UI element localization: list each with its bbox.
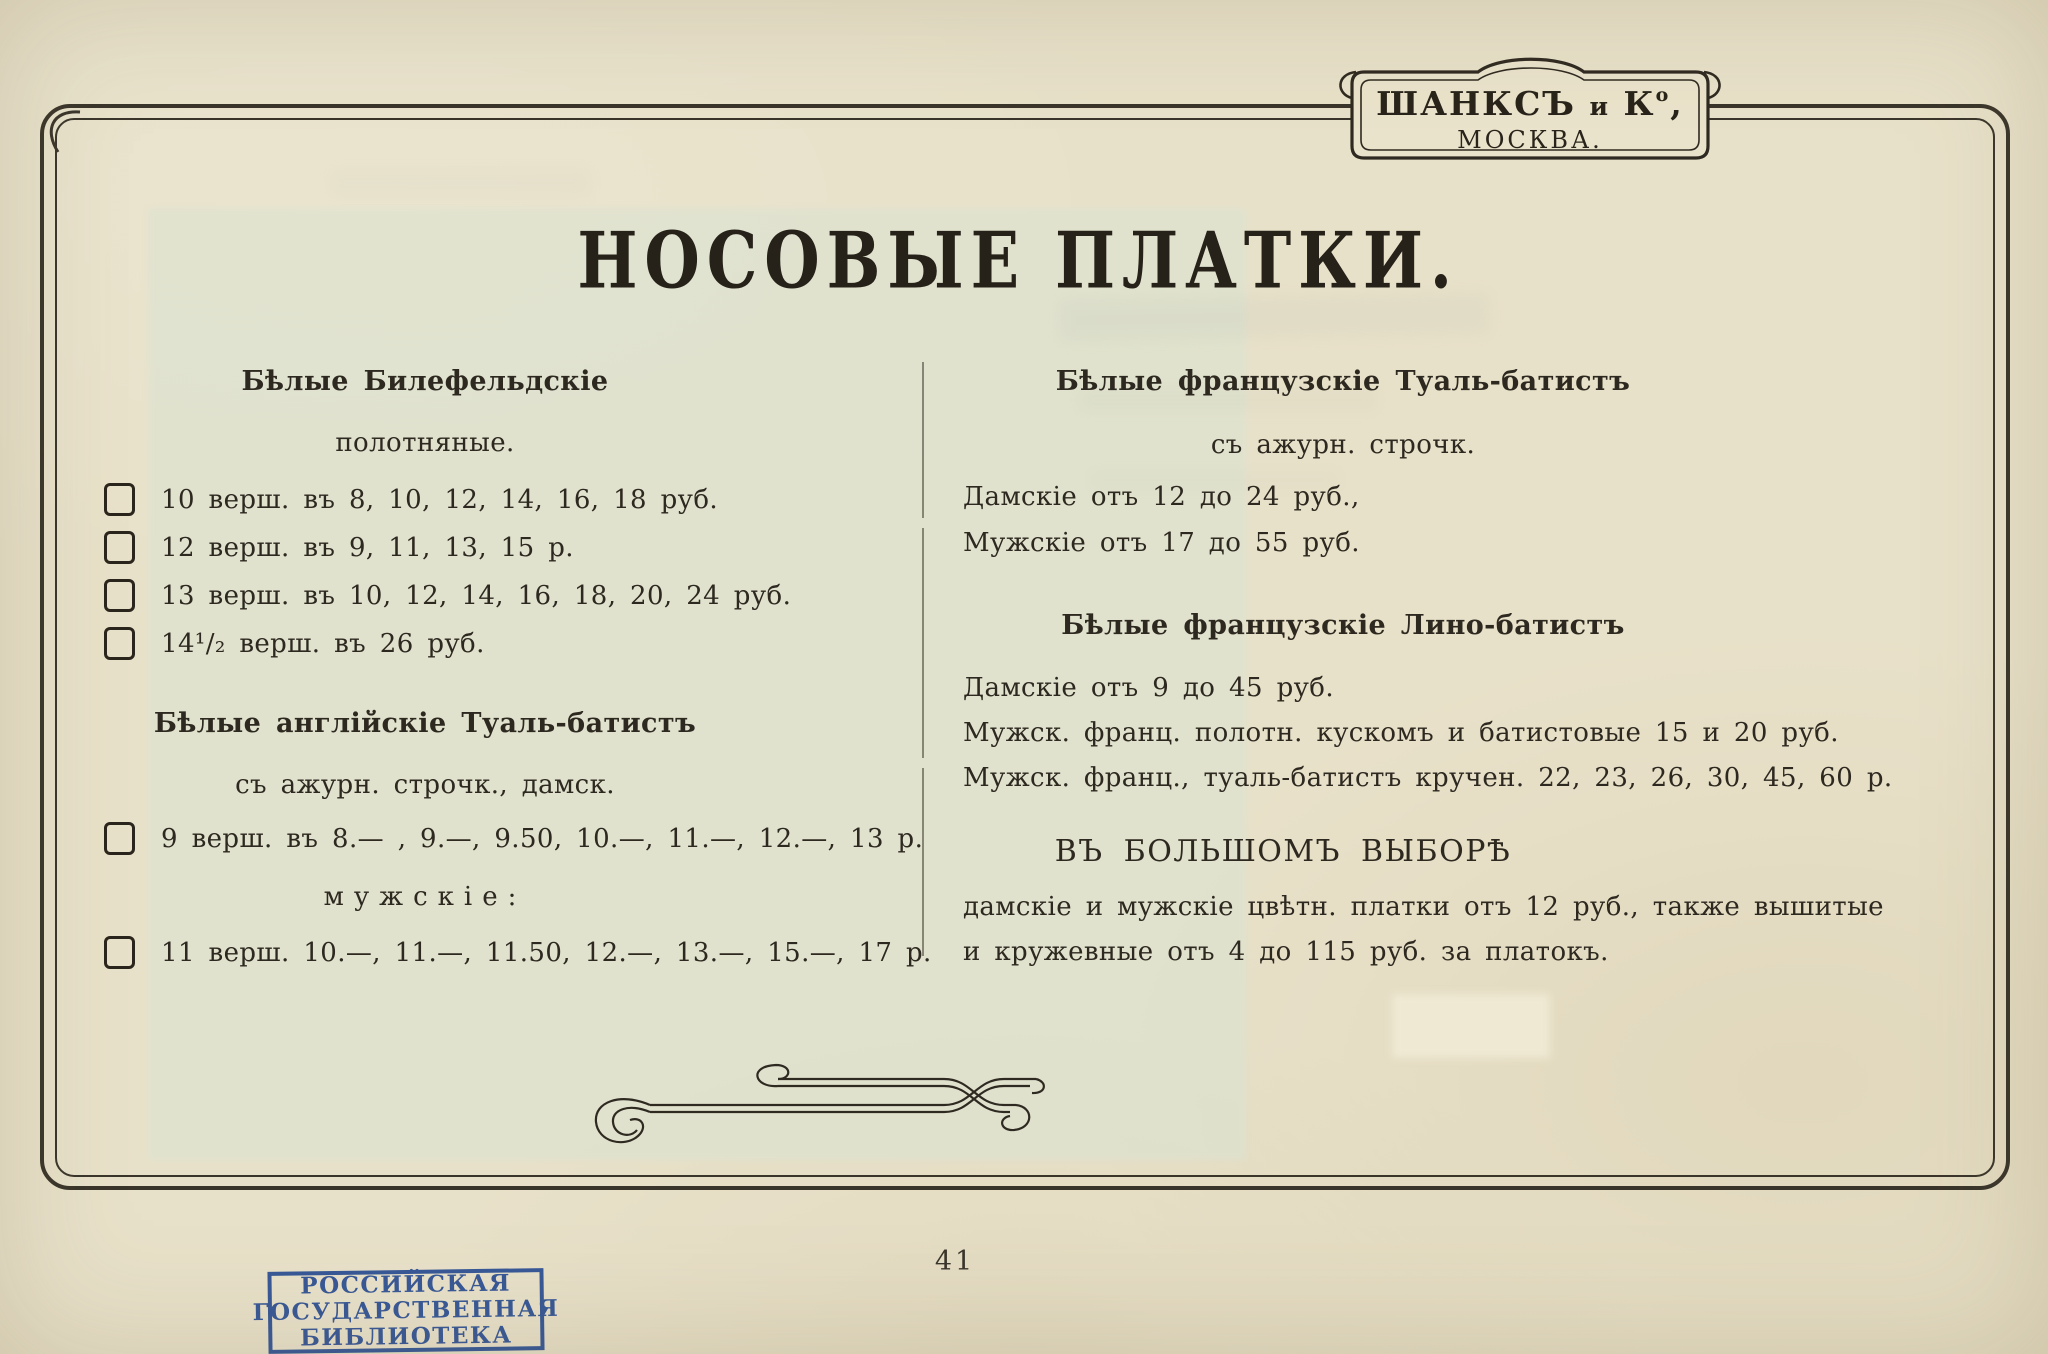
brand-city: МОСКВА. bbox=[1457, 126, 1603, 154]
section-heading-english: Бѣлые англійскіе Туаль-батистъ bbox=[153, 708, 697, 739]
subheading-english: съ ажурн. строчк., дамск. bbox=[235, 770, 615, 800]
order-checkbox bbox=[104, 822, 135, 855]
price-line-text: Мужск. франц., туаль-батистъ кручен. 22, 23, 26, 30, 45, 60 р. bbox=[963, 763, 1893, 793]
order-checkbox bbox=[104, 936, 135, 969]
order-checkbox bbox=[104, 483, 135, 516]
section-heading-french-lino: Бѣлые французскіе Лино-батистъ bbox=[1061, 610, 1625, 641]
subheading-french-toile: съ ажурн. строчк. bbox=[1210, 430, 1476, 460]
order-checkbox bbox=[104, 531, 135, 564]
order-checkbox bbox=[104, 579, 135, 612]
selection-text-line: дамскіе и мужскіе цвѣтн. платки отъ 12 руб., также вышитые bbox=[963, 892, 1884, 922]
ornament-divider bbox=[596, 1065, 1044, 1142]
price-line-text: 9 верш. въ 8.— , 9.—, 9.50, 10.—, 11.—, 12.—, 13 р. bbox=[161, 823, 924, 854]
brand-name-sup: о bbox=[1655, 84, 1671, 106]
price-line bbox=[104, 579, 791, 612]
price-line-text: Дамскіе отъ 12 до 24 руб., bbox=[963, 482, 1360, 512]
column-divider bbox=[922, 768, 924, 956]
brand-name-comma: , bbox=[1670, 84, 1684, 123]
brand-name bbox=[1352, 84, 1708, 123]
price-line-text: Мужскіе отъ 17 до 55 руб. bbox=[963, 528, 1360, 558]
subheading-bielefeld: полотняные. bbox=[335, 428, 515, 458]
price-line-text: 10 верш. въ 8, 10, 12, 14, 16, 18 руб. bbox=[161, 484, 719, 515]
stamp-line: ГОСУДАРСТВЕННАЯ bbox=[252, 1294, 560, 1327]
price-line-text: 14¹/₂ верш. въ 26 руб. bbox=[161, 628, 485, 659]
corner-flourish bbox=[51, 112, 80, 152]
price-line bbox=[104, 822, 923, 855]
price-line bbox=[104, 531, 574, 564]
selection-text-line: и кружевные отъ 4 до 115 руб. за платокъ. bbox=[963, 937, 1609, 967]
stamp-line: РОССИЙСКАЯ bbox=[300, 1269, 512, 1300]
brand-name-k: К bbox=[1623, 84, 1656, 123]
price-line bbox=[104, 627, 485, 660]
brand-name-conj: и bbox=[1589, 92, 1611, 121]
price-line-text: Мужск. франц. полотн. кускомъ и батистовые 15 и 20 руб. bbox=[963, 718, 1839, 748]
price-line-text: 12 верш. въ 9, 11, 13, 15 р. bbox=[161, 532, 574, 563]
stamp-line: БИБЛИОТЕКА bbox=[299, 1321, 513, 1352]
price-line-text: Дамскіе отъ 9 до 45 руб. bbox=[963, 673, 1335, 703]
page-title: НОСОВЫЕ ПЛАТКИ. bbox=[577, 215, 1459, 307]
column-divider bbox=[922, 362, 924, 518]
price-line-text: 13 верш. въ 10, 12, 14, 16, 18, 20, 24 руб. bbox=[161, 580, 792, 611]
page-number: 41 bbox=[934, 1246, 976, 1277]
price-line bbox=[104, 483, 718, 516]
section-heading-french-toile: Бѣлые французскіе Туаль-батистъ bbox=[1055, 366, 1631, 397]
mens-label: мужскіе: bbox=[323, 882, 527, 912]
order-checkbox bbox=[104, 627, 135, 660]
library-stamp bbox=[252, 1268, 560, 1354]
price-line-text: 11 верш. 10.—, 11.—, 11.50, 12.—, 13.—, 15.—, 17 р. bbox=[161, 937, 932, 968]
section-heading-selection: ВЪ БОЛЬШОМЪ ВЫБОРѢ bbox=[1054, 834, 1512, 869]
price-line bbox=[104, 936, 932, 969]
brand-name-main: ШАНКСЪ bbox=[1376, 84, 1576, 123]
column-divider bbox=[922, 528, 924, 758]
section-heading-bielefeld: Бѣлые Билефельдскіе bbox=[241, 366, 609, 397]
